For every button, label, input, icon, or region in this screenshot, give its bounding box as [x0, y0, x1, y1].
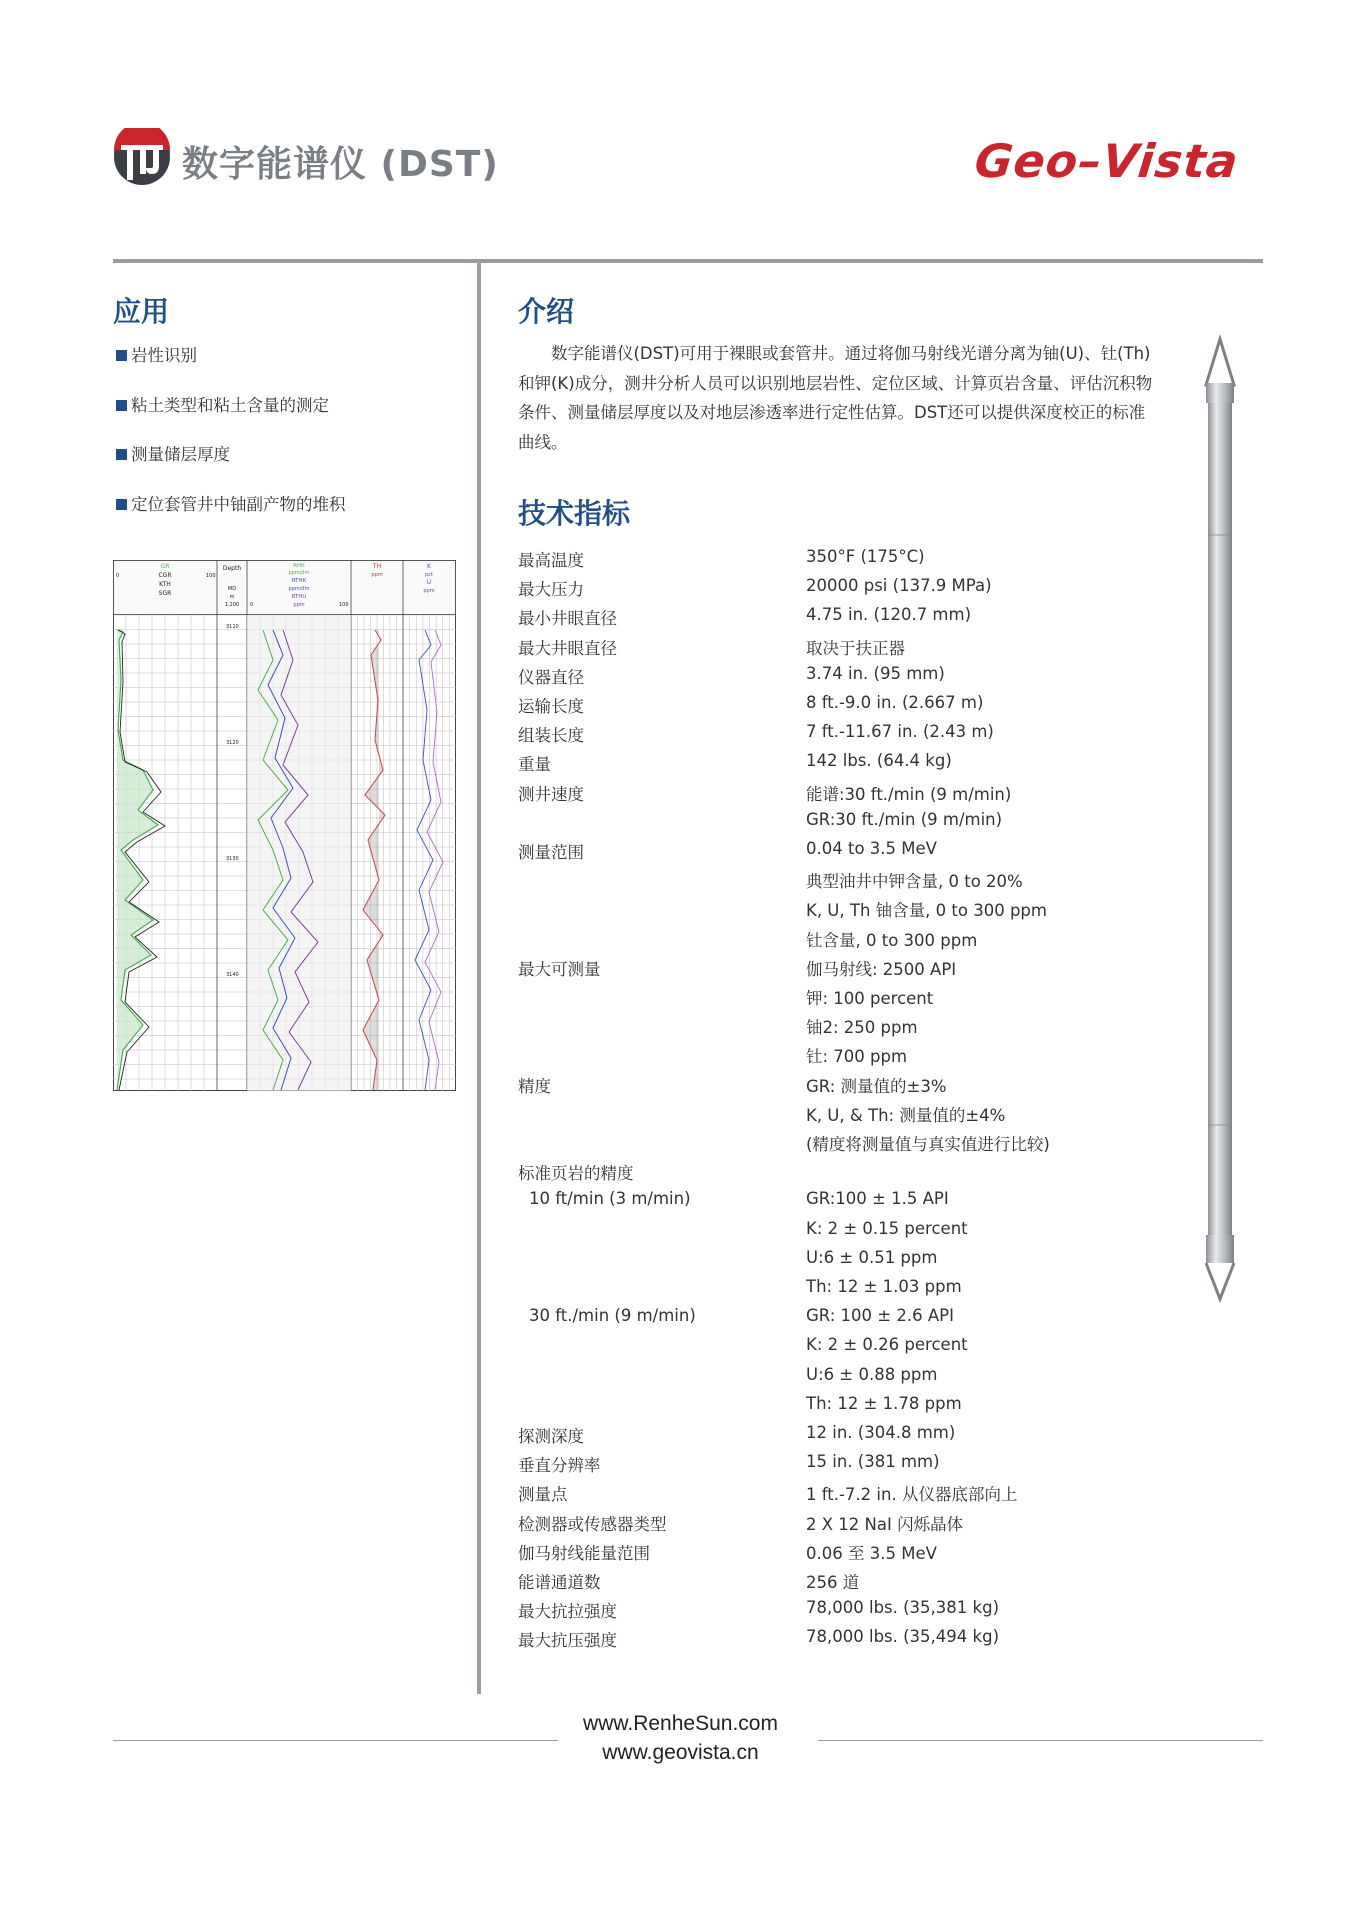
- spec-value: 78,000 lbs. (35,494 kg): [806, 1627, 1000, 1647]
- depth-label: 3120: [226, 740, 239, 746]
- spec-value: 350°F (175°C): [806, 547, 925, 566]
- spec-value: GR: 测量值的±3%: [806, 1076, 947, 1096]
- header-k-label: K: [427, 563, 431, 570]
- header-md-label: MD: [227, 586, 237, 592]
- spec-label: 伽马射线能量范围: [518, 1543, 650, 1563]
- spec-label: 组装长度: [518, 726, 584, 746]
- spec-value: 8 ft.-9.0 in. (2.667 m): [806, 693, 984, 712]
- spec-value: 能谱:30 ft./min (9 m/min): [806, 784, 1012, 804]
- spec-label: 最大抗拉强度: [518, 1602, 617, 1622]
- spec-value: 20000 psi (137.9 MPa): [806, 576, 992, 596]
- application-item: 测量储层厚度: [116, 441, 230, 465]
- spec-label: 探测深度: [518, 1427, 584, 1446]
- spec-value: K: 2 ± 0.15 percent: [806, 1218, 968, 1238]
- spec-value: GR:100 ± 1.5 API: [806, 1189, 949, 1209]
- spec-label: 测量范围: [518, 843, 584, 862]
- spec-value: 典型油井中钾含量, 0 to 20%: [806, 872, 1023, 892]
- spec-value: 3.74 in. (95 mm): [806, 663, 945, 683]
- spec-value: 7 ft.-11.67 in. (2.43 m): [806, 722, 994, 742]
- spec-label: 最高温度: [518, 551, 584, 570]
- spec-label: 最小井眼直径: [518, 609, 617, 629]
- brand-logo: Geo–Vista: [972, 134, 1242, 188]
- spec-label: 仪器直径: [518, 667, 584, 687]
- spec-value: K: 2 ± 0.26 percent: [806, 1335, 968, 1355]
- header-rhk-unit: ppm/dm: [288, 570, 310, 576]
- spec-label: 标准页岩的精度: [518, 1164, 634, 1184]
- header-u-unit: ppm: [423, 588, 435, 594]
- header-rthu-unit: ppm: [293, 602, 305, 608]
- spec-value: 0.06 至 3.5 MeV: [806, 1543, 937, 1563]
- spec-label: 30 ft./min (9 m/min): [529, 1306, 696, 1326]
- track2-scale-min: 0: [250, 602, 254, 608]
- application-item: 岩性识别: [116, 342, 197, 366]
- spec-value: 伽马射线: 2500 API: [806, 959, 957, 979]
- spec-label: 最大井眼直径: [518, 638, 617, 658]
- track2-scale-max: 100: [339, 602, 349, 608]
- spec-value: K, U, & Th: 测量值的±4%: [806, 1105, 1006, 1125]
- intro-paragraph: 数字能谱仪(DST)可用于裸眼或套管井。通过将伽马射线光谱分离为铀(U)、钍(Th)和钾(K)成分，测井分析人员可以识别地层岩性、定位区域、计算页岩含量、评估沉积物条件、测量储层厚度以及对地层渗透率进行定性估算。DST还可以提供深度校正的标准曲线。: [518, 344, 1153, 452]
- footer-link-geovista[interactable]: www.geovista.cn: [602, 1741, 759, 1764]
- spec-value: 铀2: 250 ppm: [806, 1018, 918, 1038]
- spec-label: 最大压力: [518, 580, 584, 600]
- bullet-square-icon: [116, 350, 127, 361]
- header-sgr-label: SGR: [158, 590, 172, 597]
- spec-value: 钍: 700 ppm: [806, 1047, 908, 1067]
- application-item: 粘土类型和粘土含量的测定: [116, 392, 329, 416]
- applications-heading: 应用: [113, 295, 170, 328]
- bullet-square-icon: [116, 449, 127, 460]
- header-depth-label: Depth: [222, 565, 242, 572]
- spec-value: 4.75 in. (120.7 mm): [806, 605, 972, 625]
- header-k-unit: pct: [425, 572, 433, 578]
- depth-label: 3140: [226, 972, 239, 978]
- spec-value: GR: 100 ± 2.6 API: [806, 1306, 954, 1326]
- spec-label: 10 ft/min (3 m/min): [529, 1189, 691, 1209]
- header-scale-label: 1:200: [224, 602, 240, 608]
- header-rthu-label: RTHU: [291, 594, 307, 600]
- header-rhk-label: RHK: [293, 563, 305, 569]
- spec-label: 运输长度: [518, 697, 584, 716]
- header-rthk-unit: ppm/dm: [288, 586, 310, 592]
- header-th-unit: ppm: [371, 572, 383, 578]
- spec-value: Th: 12 ± 1.03 ppm: [806, 1277, 962, 1296]
- document-title: 数字能谱仪 (DST): [182, 144, 499, 185]
- logging-tool-image: [1202, 335, 1238, 1303]
- spec-label: 重量: [518, 755, 551, 775]
- bullet-square-icon: [116, 400, 127, 411]
- spec-value: U:6 ± 0.51 ppm: [806, 1247, 938, 1267]
- specs-heading: 技术指标: [518, 497, 631, 530]
- spec-label: 测量点: [518, 1485, 568, 1505]
- spec-label: 检测器或传感器类型: [518, 1514, 667, 1534]
- header-gr-label: GR: [160, 563, 170, 570]
- spec-value: 142 lbs. (64.4 kg): [806, 751, 952, 771]
- header-th-label: TH: [372, 563, 382, 570]
- spec-label: 最大抗压强度: [518, 1631, 617, 1651]
- track1-scale-max: 100: [206, 573, 216, 579]
- spec-value: 12 in. (304.8 mm): [806, 1423, 956, 1442]
- header-rthk-label: RTHK: [291, 578, 307, 584]
- header-u-label: U: [426, 579, 432, 586]
- spec-value: 钍含量, 0 to 300 ppm: [806, 930, 978, 950]
- spec-value: GR:30 ft./min (9 m/min): [806, 809, 1003, 829]
- spec-value: 256 道: [806, 1573, 860, 1592]
- header-cgr-label: CGR: [158, 572, 172, 579]
- spec-label: 精度: [518, 1076, 551, 1096]
- application-item: 定位套管井中铀副产物的堆积: [116, 491, 346, 515]
- footer-link-renhesun[interactable]: www.RenheSun.com: [583, 1712, 778, 1735]
- track1-scale-min: 0: [116, 573, 120, 579]
- spec-value: 钾: 100 percent: [806, 989, 934, 1008]
- spec-label: 能谱通道数: [518, 1573, 601, 1592]
- depth-label: 3130: [226, 856, 239, 862]
- bullet-square-icon: [116, 499, 127, 510]
- spec-value: 78,000 lbs. (35,381 kg): [806, 1598, 1000, 1618]
- spec-label: 垂直分辨率: [518, 1456, 601, 1476]
- spec-value: Th: 12 ± 1.78 ppm: [806, 1393, 962, 1413]
- spec-value: 0.04 to 3.5 MeV: [806, 839, 937, 858]
- header-kth-label: KTH: [159, 581, 171, 588]
- spec-label: 测井速度: [518, 784, 584, 804]
- spec-label: 最大可测量: [518, 959, 601, 979]
- spec-value: 15 in. (381 mm): [806, 1452, 940, 1472]
- well-log-chart: [113, 560, 456, 1091]
- header-divider: [113, 259, 1263, 263]
- spec-value: U:6 ± 0.88 ppm: [806, 1364, 938, 1384]
- company-logo-icon: [113, 128, 171, 186]
- spec-value: 1 ft.-7.2 in. 从仪器底部向上: [806, 1485, 1018, 1505]
- spec-value: 取决于扶正器: [806, 638, 905, 658]
- spec-value: 2 X 12 NaI 闪烁晶体: [806, 1514, 964, 1534]
- spec-value: (精度将测量值与真实值进行比较): [806, 1135, 1050, 1154]
- column-divider: [477, 262, 481, 1694]
- spec-value: K, U, Th 铀含量, 0 to 300 ppm: [806, 901, 1047, 921]
- depth-label: 3110: [226, 624, 239, 630]
- header-m-label: m: [229, 594, 235, 600]
- intro-heading: 介绍: [518, 295, 575, 328]
